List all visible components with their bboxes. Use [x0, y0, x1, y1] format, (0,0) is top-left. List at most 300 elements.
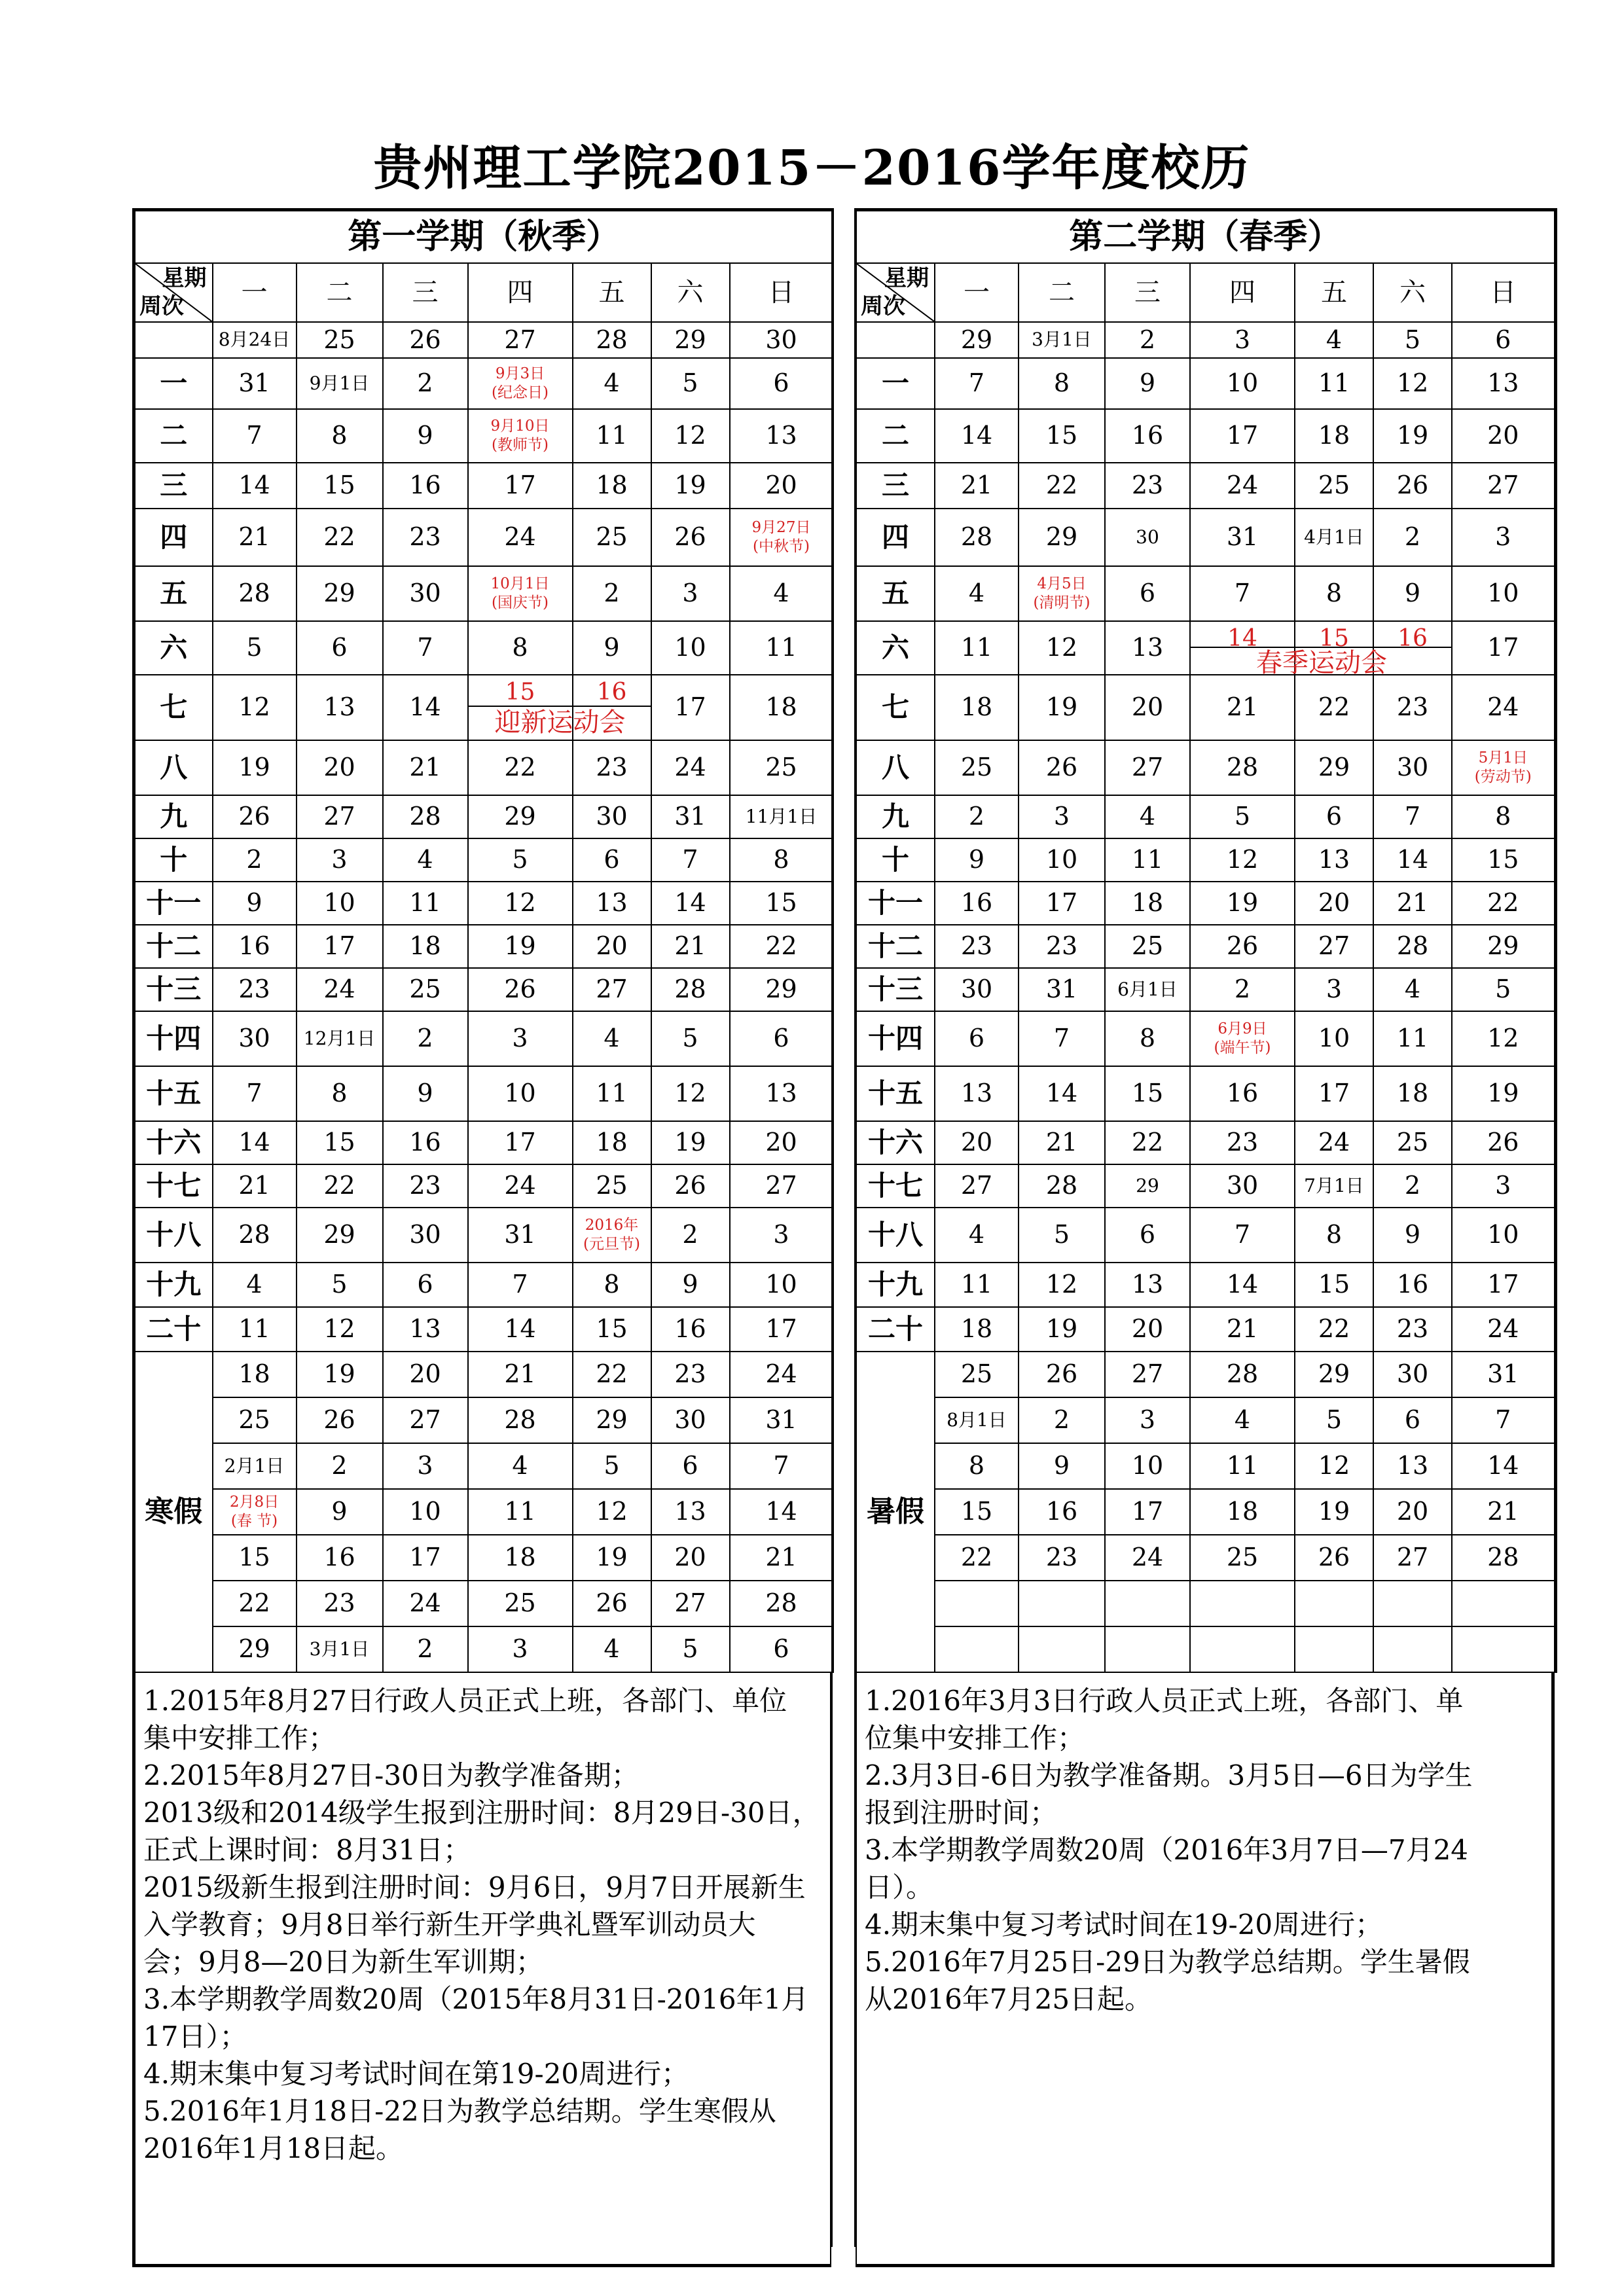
- week-row: [856, 838, 1555, 882]
- date-cell: 20: [730, 463, 833, 509]
- date-cell: 31: [468, 1208, 573, 1263]
- week-row: [856, 1208, 1555, 1263]
- header-corner-weekday-label: 星期: [162, 265, 207, 291]
- week-number: 十一: [134, 882, 213, 925]
- vacation-row: [856, 1535, 1555, 1581]
- date-cell: 22: [573, 1352, 651, 1397]
- date-cell: 14: [935, 409, 1019, 463]
- date-cell: 12: [297, 1307, 383, 1352]
- week-row: [134, 740, 833, 795]
- weekday-header: 六: [651, 263, 730, 322]
- date-cell: 3: [730, 1208, 833, 1263]
- date-cell: 22: [730, 925, 833, 968]
- date-cell: 17: [1452, 1263, 1555, 1307]
- date-cell: 7月1日: [1295, 1164, 1373, 1208]
- date-cell: 3: [383, 1443, 468, 1489]
- header-corner: [856, 263, 935, 322]
- date-cell: 26: [1373, 463, 1452, 509]
- date-cell: 10: [1019, 838, 1105, 882]
- note-line: 4.期末集中复习考试时间在19-20周进行；: [865, 1909, 1383, 1941]
- date-cell: 23: [213, 968, 297, 1011]
- date-cell: 22: [1295, 1307, 1373, 1352]
- event-date: 16: [596, 679, 627, 706]
- date-cell: 29: [1019, 509, 1105, 566]
- date-cell: 18: [468, 1535, 573, 1581]
- date-cell: 16: [1105, 409, 1190, 463]
- event-label: 春季运动会: [1256, 648, 1387, 678]
- date-cell: [468, 566, 573, 621]
- vacation-label: 暑假: [856, 1352, 935, 1672]
- date-cell: 7: [1019, 1011, 1105, 1066]
- date-cell: 19: [573, 1535, 651, 1581]
- date-cell: 16: [1019, 1489, 1105, 1535]
- date-cell: 4: [1190, 1397, 1295, 1443]
- date-cell: 5: [1452, 968, 1555, 1011]
- date-cell: 17: [730, 1307, 833, 1352]
- date-cell: 20: [383, 1352, 468, 1397]
- date-cell: 12: [1452, 1011, 1555, 1066]
- event-rule: [573, 706, 651, 707]
- date-cell: 15: [1105, 1066, 1190, 1121]
- date-cell: 4: [573, 358, 651, 409]
- header-corner-weekday-label: 星期: [884, 265, 929, 291]
- date-cell: 23: [1373, 675, 1452, 740]
- date-cell: 23: [935, 925, 1019, 968]
- date-cell: 22: [1295, 675, 1373, 740]
- date-cell: 25: [383, 968, 468, 1011]
- date-cell: 12: [468, 882, 573, 925]
- date-cell: 8: [468, 621, 573, 675]
- week-row: [134, 795, 833, 838]
- date-cell: 3: [1452, 509, 1555, 566]
- date-cell: 17: [651, 675, 730, 740]
- date-cell: 30: [1373, 740, 1452, 795]
- date-cell: 3: [651, 566, 730, 621]
- date-cell: 20: [935, 1121, 1019, 1164]
- week-row: [134, 409, 833, 463]
- date-cell: 17: [1295, 1066, 1373, 1121]
- date-cell: 16: [383, 463, 468, 509]
- date-cell: 28: [213, 566, 297, 621]
- date-cell: [1105, 1626, 1190, 1672]
- date-cell: [1452, 740, 1555, 795]
- date-cell: 3: [1295, 968, 1373, 1011]
- date-cell: 26: [383, 322, 468, 358]
- date-cell: 5: [1295, 1397, 1373, 1443]
- vacation-row: [134, 1535, 833, 1581]
- note-line: 5.2016年1月18日-22日为教学总结期。学生寒假从: [143, 2095, 776, 2127]
- date-cell: 14: [213, 463, 297, 509]
- date-cell: 16: [1190, 1066, 1295, 1121]
- date-cell: 10: [1295, 1011, 1373, 1066]
- note-line: 会；9月8—20日为新生军训期；: [143, 1946, 543, 1978]
- date-cell: 10: [383, 1489, 468, 1535]
- date-cell: 19: [651, 1121, 730, 1164]
- week-number: 二十: [856, 1307, 935, 1352]
- date-cell: 13: [1452, 358, 1555, 409]
- date-cell: 2: [1190, 968, 1295, 1011]
- date-cell: [213, 1489, 297, 1535]
- date-cell: 20: [297, 740, 383, 795]
- date-cell: 17: [1105, 1489, 1190, 1535]
- week-row: [134, 1164, 833, 1208]
- date-cell: 21: [213, 509, 297, 566]
- semester2-calendar-table: [856, 208, 1557, 1673]
- date-cell: 9: [383, 1066, 468, 1121]
- date-cell: 8: [935, 1443, 1019, 1489]
- week-number: 一: [856, 358, 935, 409]
- date-cell: 9: [297, 1489, 383, 1535]
- date-cell: 23: [297, 1581, 383, 1626]
- date-cell: 18: [573, 1121, 651, 1164]
- date-cell: 29: [213, 1626, 297, 1672]
- date-cell: 16: [935, 882, 1019, 925]
- date-cell: 20: [1295, 882, 1373, 925]
- date-cell: 18: [573, 463, 651, 509]
- date-cell: 31: [1019, 968, 1105, 1011]
- date-cell: 19: [213, 740, 297, 795]
- date-cell: 4: [1373, 968, 1452, 1011]
- date-cell: 11: [1295, 358, 1373, 409]
- date-cell: 19: [1190, 882, 1295, 925]
- date-cell: 15: [730, 882, 833, 925]
- date-cell: 29: [573, 1397, 651, 1443]
- date-cell: 8月24日: [213, 322, 297, 358]
- date-cell: 5: [1019, 1208, 1105, 1263]
- date-cell: 18: [383, 925, 468, 968]
- holiday-name: (国庆节): [492, 594, 549, 611]
- date-cell: 29: [651, 322, 730, 358]
- date-cell: 11: [573, 409, 651, 463]
- date-cell: 2: [297, 1443, 383, 1489]
- date-cell: 25: [935, 740, 1019, 795]
- date-cell: 4: [1105, 795, 1190, 838]
- date-cell: 25: [1373, 1121, 1452, 1164]
- date-cell: 21: [1190, 675, 1295, 740]
- semester1-panel: [132, 208, 831, 2247]
- week-number: 十二: [134, 925, 213, 968]
- date-cell: 28: [651, 968, 730, 1011]
- date-cell: 28: [935, 509, 1019, 566]
- date-cell: 30: [1190, 1164, 1295, 1208]
- date-cell: 28: [1452, 1535, 1555, 1581]
- note-line: 2.3月3日-6日为教学准备期。3月5日—6日为学生: [865, 1759, 1473, 1791]
- week-row: [856, 1066, 1555, 1121]
- date-cell: 13: [1105, 621, 1190, 675]
- date-cell: 4: [730, 566, 833, 621]
- date-cell: 13: [1373, 1443, 1452, 1489]
- date-cell: [1373, 1581, 1452, 1626]
- semester-heading: 第二学期（春季）: [856, 210, 1555, 264]
- week-row: [134, 1208, 833, 1263]
- week-number: 十七: [856, 1164, 935, 1208]
- date-cell: [1190, 1011, 1295, 1066]
- date-cell: 2月1日: [213, 1443, 297, 1489]
- date-cell: 15: [1019, 409, 1105, 463]
- date-cell: 31: [1452, 1352, 1555, 1397]
- weekday-header-row: [856, 263, 1555, 322]
- date-cell: 18: [1373, 1066, 1452, 1121]
- date-cell: [1452, 1581, 1555, 1626]
- date-cell: 6: [651, 1443, 730, 1489]
- note-line: 2013级和2014级学生报到注册时间：8月29日-30日，: [143, 1797, 820, 1829]
- date-cell: 28: [573, 322, 651, 358]
- event-label: 迎新运动会: [494, 708, 626, 738]
- date-cell: 20: [651, 1535, 730, 1581]
- date-cell: 29: [297, 566, 383, 621]
- weekday-header: 五: [1295, 263, 1373, 322]
- date-cell: 23: [383, 509, 468, 566]
- date-cell: 23: [1019, 925, 1105, 968]
- date-cell: 24: [468, 509, 573, 566]
- weekday-header: 四: [468, 263, 573, 322]
- date-cell: 11: [1105, 838, 1190, 882]
- date-cell: 5: [651, 358, 730, 409]
- date-cell: 7: [1190, 566, 1295, 621]
- header-corner-week-label: 周次: [861, 293, 905, 319]
- date-cell: 25: [730, 740, 833, 795]
- date-cell: 25: [1190, 1535, 1295, 1581]
- event-rule: [469, 706, 572, 707]
- week-number: 十八: [134, 1208, 213, 1263]
- week-number: 七: [856, 675, 935, 740]
- date-cell: 2: [383, 358, 468, 409]
- week-row: [134, 1066, 833, 1121]
- vacation-row: [856, 1489, 1555, 1535]
- holiday-name: (春 节): [230, 1513, 278, 1530]
- note-line: 报到注册时间；: [865, 1797, 1058, 1829]
- note-line: 3.本学期教学周数20周（2016年3月7日—7月24: [865, 1834, 1469, 1866]
- date-cell: 5: [468, 838, 573, 882]
- date-cell: 10: [468, 1066, 573, 1121]
- date-cell: 27: [573, 968, 651, 1011]
- date-cell: 12: [1373, 358, 1452, 409]
- date-cell: 2: [573, 566, 651, 621]
- week-row: [856, 621, 1555, 675]
- date-cell: 28: [1190, 740, 1295, 795]
- date-cell: 31: [730, 1397, 833, 1443]
- week-number: 十九: [134, 1263, 213, 1307]
- date-cell: [468, 358, 573, 409]
- date-cell: 24: [1105, 1535, 1190, 1581]
- date-cell: 18: [935, 675, 1019, 740]
- date-cell: 8: [1105, 1011, 1190, 1066]
- date-cell: 2: [383, 1626, 468, 1672]
- date-cell: 27: [1452, 463, 1555, 509]
- date-cell: 29: [297, 1208, 383, 1263]
- date-cell: 26: [1019, 1352, 1105, 1397]
- weekday-header: 一: [935, 263, 1019, 322]
- date-cell: 25: [1105, 925, 1190, 968]
- weekday-header: 三: [383, 263, 468, 322]
- date-cell: 13: [297, 675, 383, 740]
- week-row: [134, 1011, 833, 1066]
- date-cell: 16: [651, 1307, 730, 1352]
- week-number: 九: [134, 795, 213, 838]
- vacation-row: [856, 1443, 1555, 1489]
- date-cell: 23: [383, 1164, 468, 1208]
- date-cell: 11: [213, 1307, 297, 1352]
- date-cell: 14: [1452, 1443, 1555, 1489]
- date-cell: 31: [213, 358, 297, 409]
- date-cell: 21: [651, 925, 730, 968]
- date-cell: 10: [1452, 566, 1555, 621]
- holiday-date: 9月27日: [751, 519, 811, 537]
- date-cell: 16: [213, 925, 297, 968]
- date-cell: 2: [651, 1208, 730, 1263]
- date-cell: 23: [1019, 1535, 1105, 1581]
- date-cell: 23: [573, 740, 651, 795]
- header-corner-week-label: 周次: [139, 293, 184, 319]
- date-cell: 27: [1105, 1352, 1190, 1397]
- date-cell: 6: [1105, 566, 1190, 621]
- week-row: [856, 675, 1555, 740]
- week-row: [134, 1121, 833, 1164]
- date-cell: 6: [935, 1011, 1019, 1066]
- date-cell: 4: [468, 1443, 573, 1489]
- date-cell: 22: [1452, 882, 1555, 925]
- date-cell: 15: [935, 1489, 1019, 1535]
- date-cell: 30: [573, 795, 651, 838]
- vacation-row: [134, 1581, 833, 1626]
- date-cell: 28: [383, 795, 468, 838]
- date-cell: 12: [213, 675, 297, 740]
- date-cell: 23: [1105, 463, 1190, 509]
- date-cell: 30: [1373, 1352, 1452, 1397]
- note-line: 1.2015年8月27日行政人员正式上班，各部门、单位: [143, 1685, 787, 1717]
- vacation-row: [856, 1581, 1555, 1626]
- date-cell: 15: [297, 463, 383, 509]
- date-cell: [468, 409, 573, 463]
- date-cell: 6: [730, 358, 833, 409]
- date-cell: 8: [297, 409, 383, 463]
- date-cell: 3: [297, 838, 383, 882]
- date-cell: 28: [1190, 1352, 1295, 1397]
- column-divider: [831, 208, 856, 2247]
- week-row: [856, 566, 1555, 621]
- week-row: [856, 740, 1555, 795]
- date-cell: 3月1日: [1019, 322, 1105, 358]
- week-row: [134, 882, 833, 925]
- week-number: 十六: [134, 1121, 213, 1164]
- date-cell: 27: [1105, 740, 1190, 795]
- date-cell: 8: [1295, 566, 1373, 621]
- date-cell: 15: [1452, 838, 1555, 882]
- date-cell: [935, 1581, 1019, 1626]
- date-cell: 5: [651, 1011, 730, 1066]
- date-cell: 10: [1452, 1208, 1555, 1263]
- holiday-name: (纪念日): [492, 384, 549, 401]
- date-cell: 9: [1373, 566, 1452, 621]
- week-row: [856, 463, 1555, 509]
- date-cell: 27: [651, 1581, 730, 1626]
- date-cell: [1452, 1626, 1555, 1672]
- date-cell: 7: [730, 1443, 833, 1489]
- date-cell: 18: [935, 1307, 1019, 1352]
- holiday-name: (端午节): [1214, 1039, 1271, 1056]
- date-cell: 8: [297, 1066, 383, 1121]
- semester-heading-row: [134, 210, 833, 264]
- note-line: 2016年1月18日起。: [143, 2132, 404, 2164]
- weekday-header: 四: [1190, 263, 1295, 322]
- date-cell: 8: [1295, 1208, 1373, 1263]
- holiday-name: (教师节): [492, 437, 549, 454]
- week-row: [856, 358, 1555, 409]
- date-cell: 20: [1105, 1307, 1190, 1352]
- week-number: 十一: [856, 882, 935, 925]
- holiday-date: 6月9日: [1218, 1020, 1267, 1038]
- vacation-label: 寒假: [134, 1352, 213, 1672]
- weekday-header: 一: [213, 263, 297, 322]
- date-cell: 28: [730, 1581, 833, 1626]
- date-cell: 30: [383, 1208, 468, 1263]
- note-line: 5.2016年7月25日-29日为教学总结期。学生暑假: [865, 1946, 1470, 1978]
- date-cell: 21: [730, 1535, 833, 1581]
- date-cell: 18: [1190, 1489, 1295, 1535]
- date-cell: 30: [651, 1397, 730, 1443]
- date-cell: 19: [651, 463, 730, 509]
- week-row: [134, 1263, 833, 1307]
- week-row: [856, 1121, 1555, 1164]
- date-cell: 5: [213, 621, 297, 675]
- date-cell: 4: [383, 838, 468, 882]
- week-number: 十六: [856, 1121, 935, 1164]
- week-number: 三: [134, 463, 213, 509]
- semester2-panel: [856, 208, 1555, 2247]
- date-cell: [1019, 1581, 1105, 1626]
- date-cell: 10: [1190, 358, 1295, 409]
- date-cell: 7: [213, 1066, 297, 1121]
- page-title: 贵州理工学院2015－2016学年度校历: [373, 140, 1251, 196]
- date-cell: 12: [651, 409, 730, 463]
- date-cell: 4: [935, 1208, 1019, 1263]
- week-number: 十五: [856, 1066, 935, 1121]
- date-cell: 24: [297, 968, 383, 1011]
- date-cell: 3: [1452, 1164, 1555, 1208]
- date-cell: 7: [468, 1263, 573, 1307]
- date-cell: 26: [651, 1164, 730, 1208]
- semester1-calendar-table: [132, 208, 834, 1673]
- week-number: 十二: [856, 925, 935, 968]
- date-cell: 2: [1373, 1164, 1452, 1208]
- date-cell: 21: [1190, 1307, 1295, 1352]
- date-cell: 8: [730, 838, 833, 882]
- semester-notes: [132, 1673, 831, 2267]
- holiday-date: 2月8日: [229, 1494, 280, 1511]
- date-cell: 31: [651, 795, 730, 838]
- date-cell: 12月1日: [297, 1011, 383, 1066]
- date-cell: 12: [651, 1066, 730, 1121]
- date-cell: 29: [1105, 1164, 1190, 1208]
- date-cell: 19: [297, 1352, 383, 1397]
- date-cell: 10: [651, 621, 730, 675]
- week-row: [856, 1011, 1555, 1066]
- holiday-date: 4月5日: [1037, 575, 1087, 593]
- date-cell: 25: [573, 509, 651, 566]
- date-cell: 2: [1019, 1397, 1105, 1443]
- date-cell: 17: [1019, 882, 1105, 925]
- note-line: 2015级新生报到注册时间：9月6日，9月7日开展新生: [143, 1871, 806, 1903]
- date-cell: 7: [935, 358, 1019, 409]
- vacation-row: [856, 1352, 1555, 1397]
- date-cell: 4: [935, 566, 1019, 621]
- date-cell: 10: [297, 882, 383, 925]
- date-cell: 5: [1373, 322, 1452, 358]
- date-cell: 29: [730, 968, 833, 1011]
- week-number: 十五: [134, 1066, 213, 1121]
- week-number: 七: [134, 675, 213, 740]
- date-cell: [1019, 566, 1105, 621]
